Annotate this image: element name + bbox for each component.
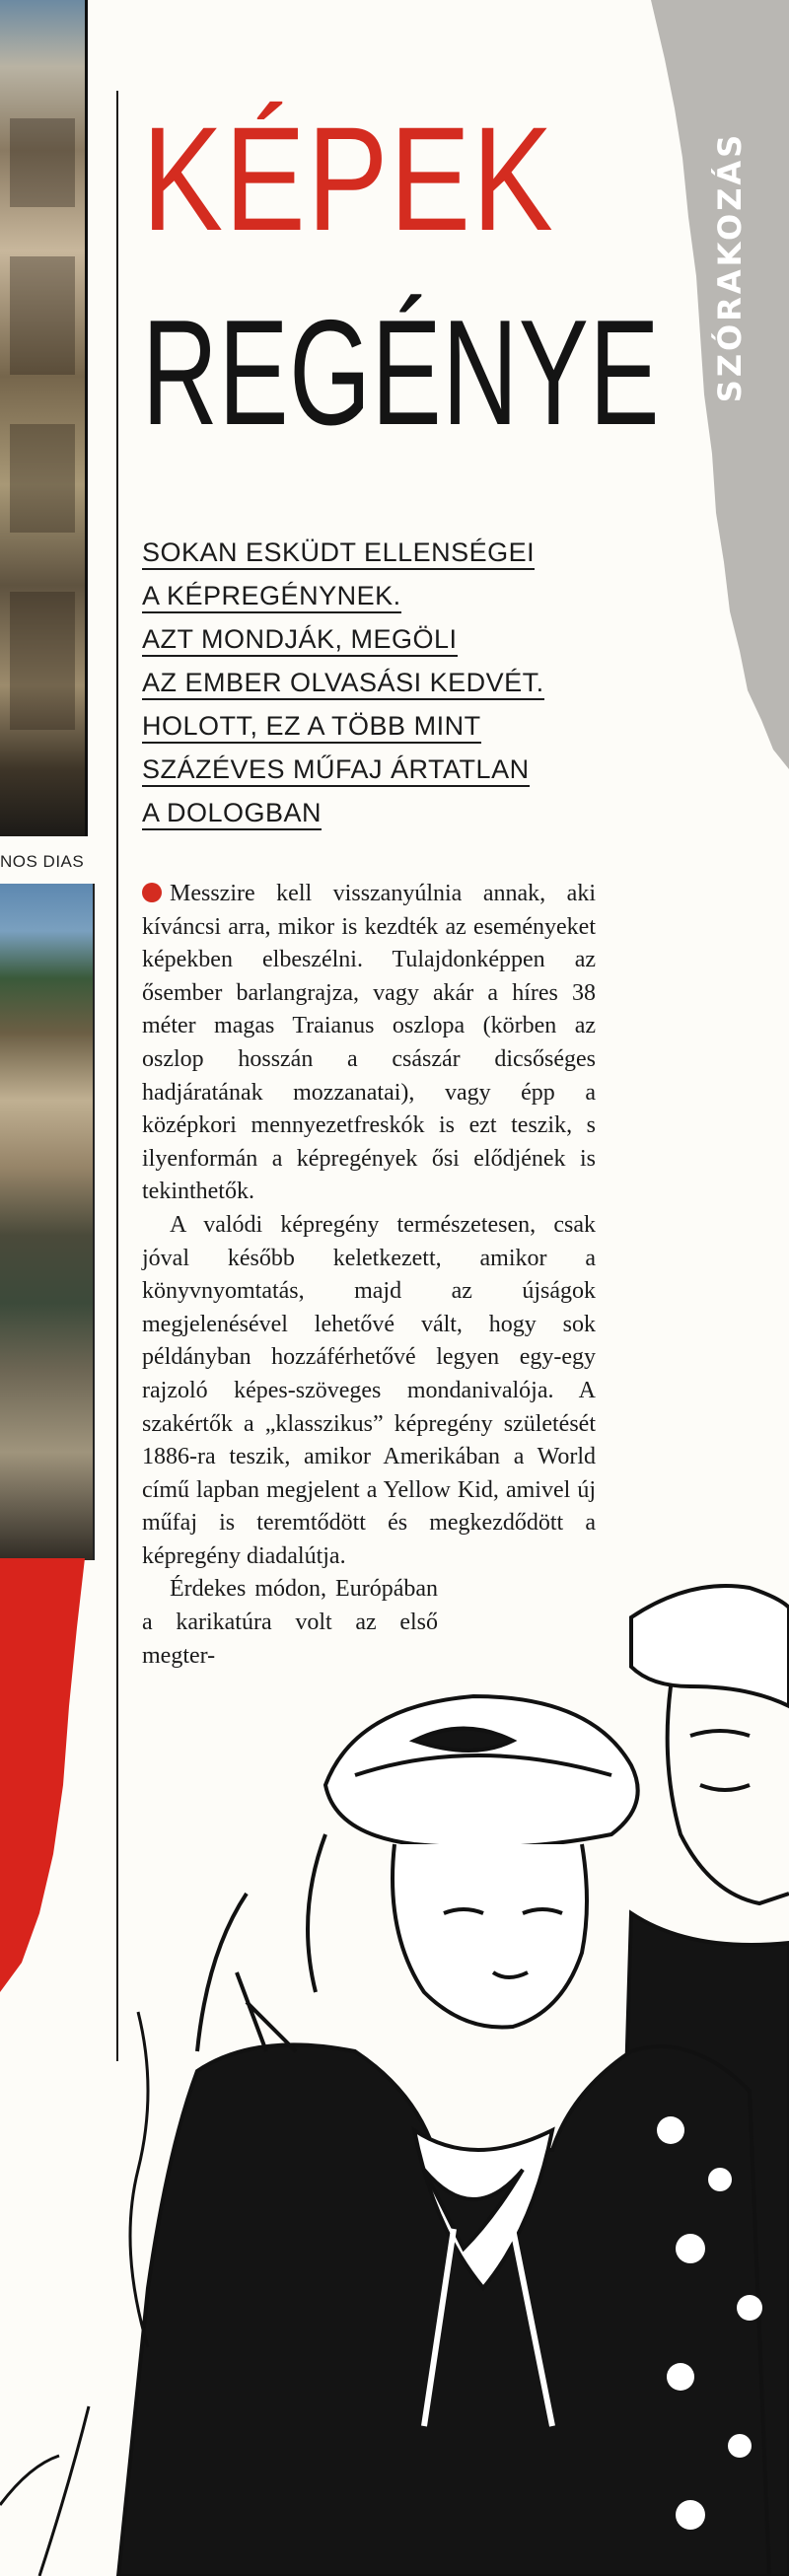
lead-line: HOLOTT, EZ A TÖBB MINT — [142, 704, 655, 748]
bullet-dot-icon — [142, 883, 162, 902]
body-paragraph-1: Messzire kell visszanyúlnia annak, aki kíváncsi arra, mikor is kezdték az eseményeket képekben elbeszélni. Tulajdonképpen az ősember barlangrajza, vagy akár a híres 38 méter magas Traianus oszlopa (körben az oszlop hosszán a császár dicsőséges hadjáratának mozzanatai), vagy épp a középkori mennyezetfreskók is ezt teszik, s ilyenformán a képregények ősi elődjének is tekinthetők. — [142, 881, 596, 1205]
title-line1: KÉPEK — [142, 96, 555, 261]
title-line2: REGÉNYE — [142, 289, 661, 457]
coast-photo — [0, 884, 95, 1560]
section-tag: SZÓRAKOZÁS — [711, 131, 749, 403]
lead-line: A DOLOGBAN — [142, 791, 655, 834]
lead-line: A KÉPREGÉNYNEK. — [142, 574, 655, 617]
lead-line: AZ EMBER OLVASÁSI KEDVÉT. — [142, 661, 655, 704]
lead-line: AZT MONDJÁK, MEGÖLI — [142, 617, 655, 661]
body-paragraph-2: A valódi képregény természetesen, csak jóval később keletkezett, amikor a könyvnyomtatás, majd az újságok megjelenésével lehetővé vált, hogy sok példányban hozzáférhetővé legyen egy-egy rajzoló képes-szöveges mondanivalója. A szakértők a „klasszikus” képregény születését 1886-ra teszik, amikor Amerikában a World című lapban megjelent a Yellow Kid, amivel új műfaj is teremtődött és megkezdődött a képregény diadalútja. — [142, 1211, 596, 1569]
town-photo — [0, 0, 88, 836]
lead-line: SZÁZÉVES MŰFAJ ÁRTATLAN — [142, 748, 655, 791]
body-paragraph-3: Érdekes módon, Európában a karikatúra volt az első megter- — [142, 1576, 438, 1669]
photo-credit: NOS DIAS — [0, 852, 85, 871]
lead-paragraph — [142, 531, 655, 834]
lead-line: SOKAN ESKÜDT ELLENSÉGEI — [142, 531, 655, 574]
comic-illustration — [0, 1538, 789, 2576]
